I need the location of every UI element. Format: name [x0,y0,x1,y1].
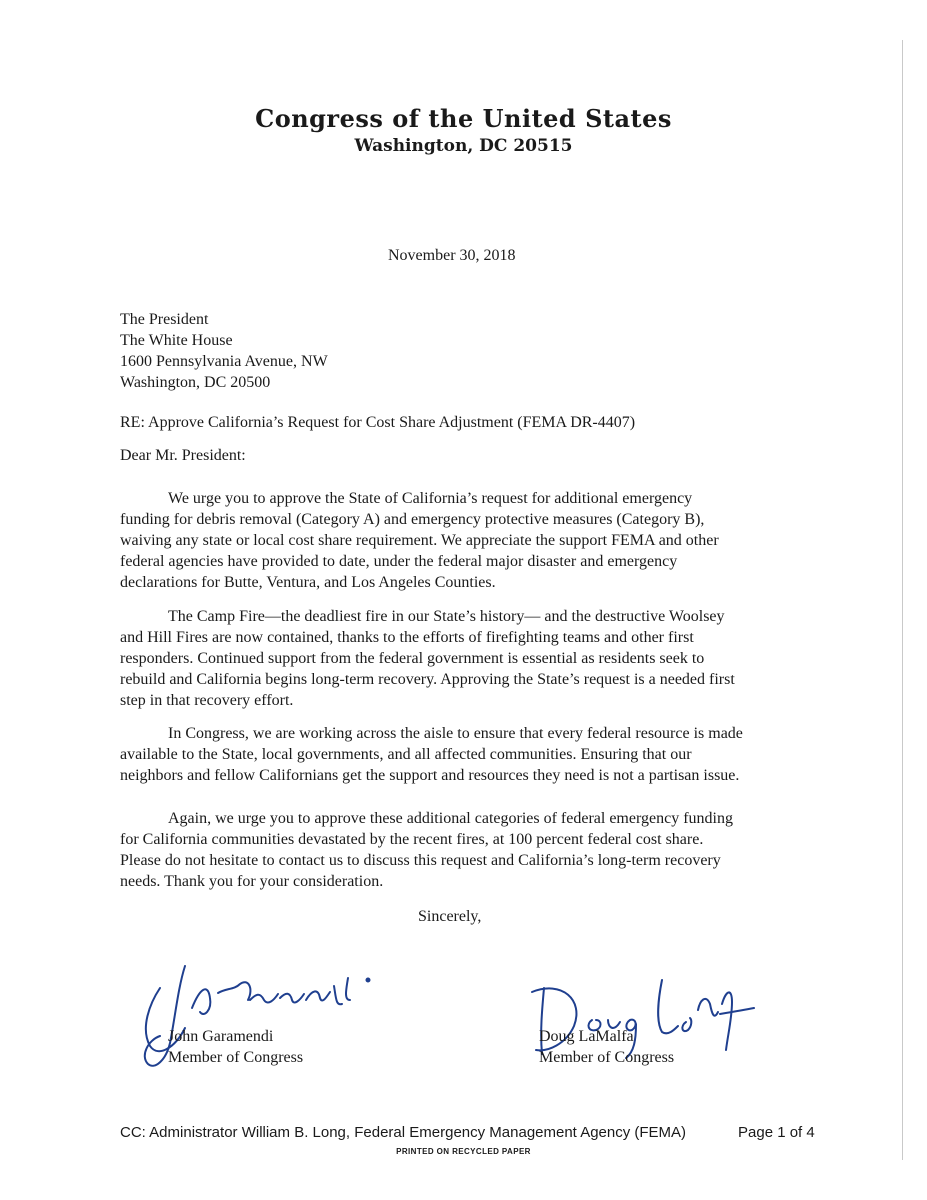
subject-line: RE: Approve California’s Request for Cost Share Adjustment (FEMA DR-4407) [120,414,636,431]
salutation: Dear Mr. President: [120,447,246,464]
paragraph-line: and Hill Fires are now contained, thanks to the efforts of firefighting teams and other first [120,629,694,646]
signatory-name: Doug LaMalfa [539,1028,634,1045]
paragraph-line: funding for debris removal (Category A) and emergency protective measures (Category B), [120,511,705,528]
paragraph-line: The Camp Fire—the deadliest fire in our State’s history— and the destructive Woolsey [168,608,725,625]
paragraph-line: Again, we urge you to approve these additional categories of federal emergency funding [168,810,733,827]
recipient-address [120,309,328,393]
letter-date: November 30, 2018 [388,247,516,264]
recipient-line: The White House [120,332,233,349]
paragraph-line: for California communities devastated by the recent fires, at 100 percent federal cost share. [120,831,704,848]
body-paragraph-4 [120,808,820,892]
page-edge-line [902,40,903,1160]
letterhead-address: Washington, DC 20515 [354,136,573,156]
paragraph-line: We urge you to approve the State of California’s request for additional emergency [168,490,693,507]
letterhead-title: Congress of the United States [255,104,672,133]
signatory-title: Member of Congress [168,1049,304,1066]
recycled-paper-note: PRINTED ON RECYCLED PAPER [396,1147,531,1156]
paragraph-line: In Congress, we are working across the aisle to ensure that every federal resource is made [168,725,743,742]
paragraph-line: Please do not hesitate to contact us to discuss this request and California’s long-term recovery [120,852,721,869]
paragraph-line: needs. Thank you for your consideration. [120,873,384,890]
paragraph-line: neighbors and fellow Californians get the support and resources they need is not a partisan issue. [120,767,740,784]
recipient-line: 1600 Pennsylvania Avenue, NW [120,353,328,370]
paragraph-line: responders. Continued support from the federal government is essential as residents seek to [120,650,705,667]
body-paragraph-1 [120,488,820,593]
closing: Sincerely, [418,908,482,925]
signatory-title: Member of Congress [539,1049,675,1066]
recipient-line: Washington, DC 20500 [120,374,271,391]
body-paragraph-2 [120,606,820,711]
paragraph-line: available to the State, local governments, and all affected communities. Ensuring that our [120,746,692,763]
paragraph-line: step in that recovery effort. [120,692,294,709]
paragraph-line: rebuild and California begins long-term recovery. Approving the State’s request is a needed first [120,671,735,688]
paragraph-line: federal agencies have provided to date, under the federal major disaster and emergency [120,553,678,570]
cc-line: CC: Administrator William B. Long, Federal Emergency Management Agency (FEMA) [120,1124,687,1141]
paragraph-line: declarations for Butte, Ventura, and Los Angeles Counties. [120,574,496,591]
body-paragraph-3 [120,723,820,786]
recipient-line: The President [120,311,209,328]
page-number: Page 1 of 4 [738,1124,815,1141]
paragraph-line: waiving any state or local cost share requirement. We appreciate the support FEMA and other [120,532,719,549]
signatory-name: John Garamendi [168,1028,274,1045]
